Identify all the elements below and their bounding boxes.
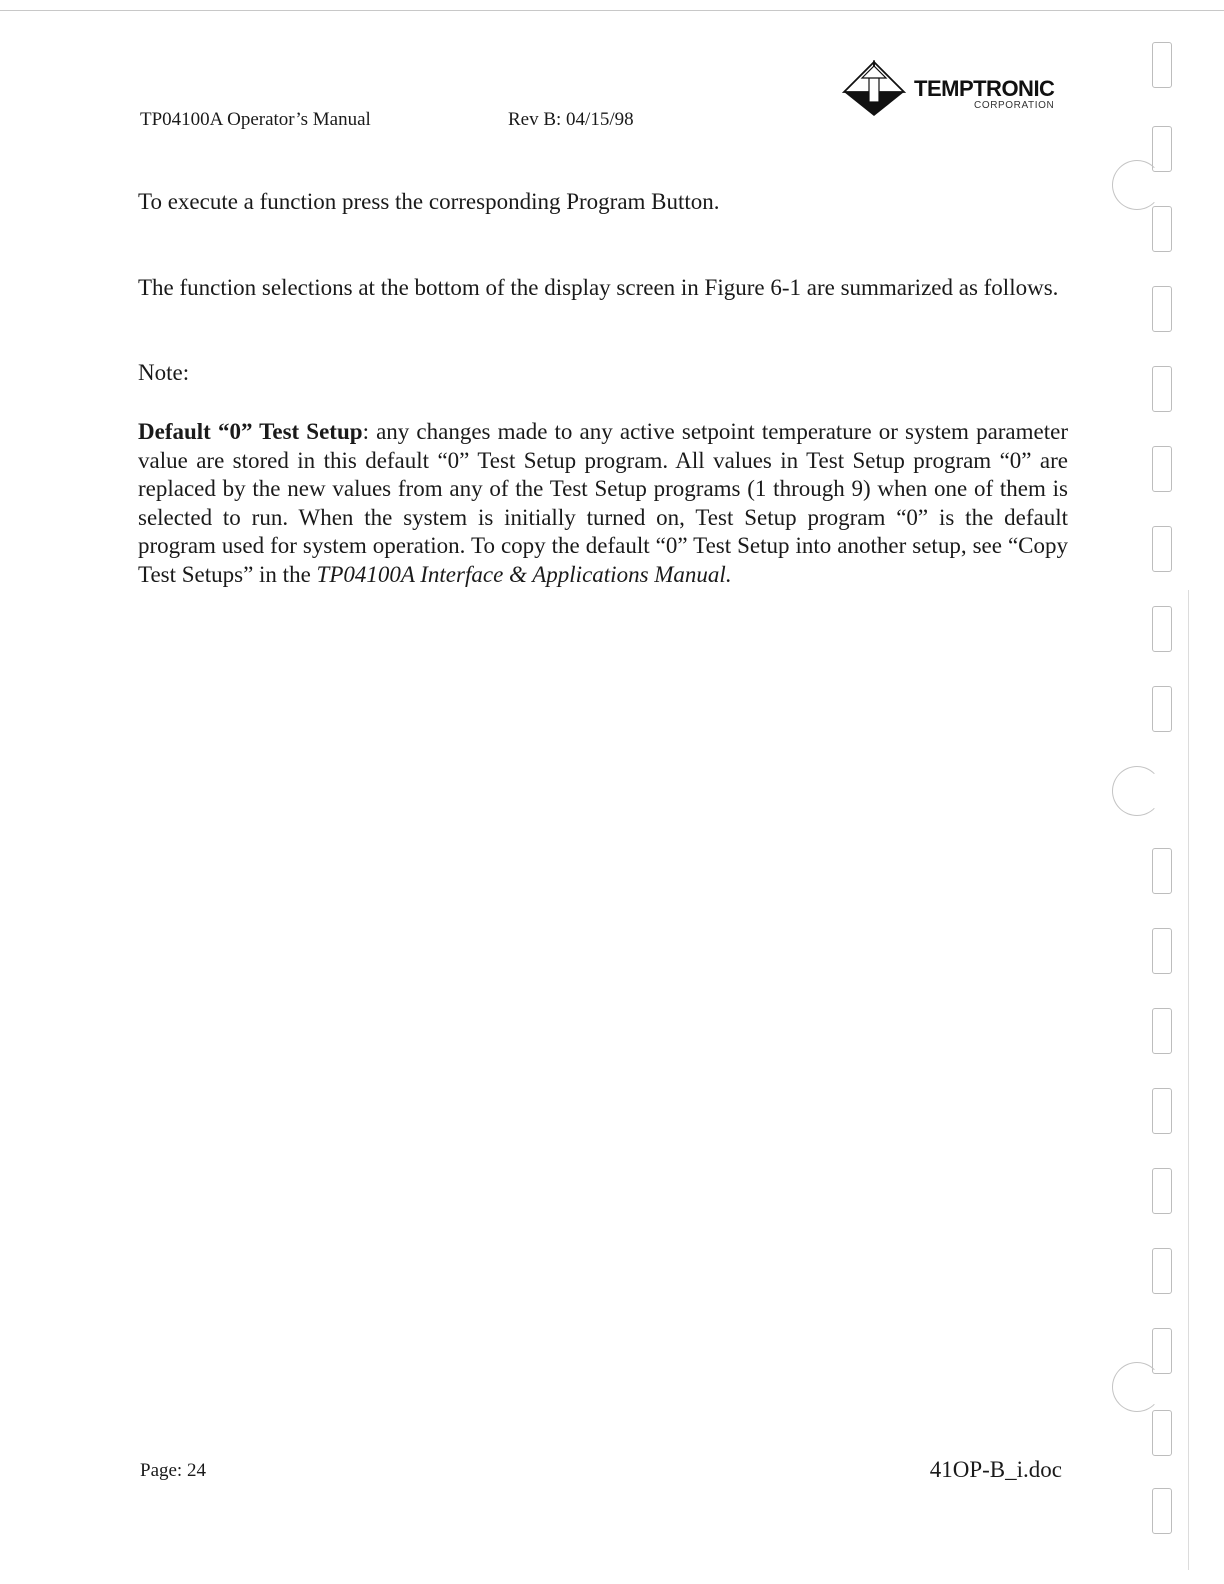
binder-slot [1152,928,1172,974]
intro-paragraph: To execute a function press the corresponding Program Button. [138,189,720,214]
note-text-1: : any changes made to any active setpoint temperature or system parameter value are stored in this default “0” Test Setup program. All values in Test Setup program “0” are replaced by the new values from any of the Test Setup programs (1 through 9) when one of them is selected to run. When the system is initially turned on, Test Setup program “0” is the default program used for system operation. To copy the default “0” Test Setup into another setup, see “Copy Test Setups” in the [138,419,1068,587]
binder-holes [1100,30,1210,1580]
scan-top-rule [0,10,1224,11]
binder-ring-hole [1112,766,1162,816]
binder-slot [1152,848,1172,894]
binder-ring-hole [1112,1362,1162,1412]
document-filename: 41OP-B_i.doc [929,1457,1062,1482]
binder-slot [1152,42,1172,88]
manual-reference: TP04100A Interface & Applications Manual. [316,561,732,587]
binder-slot [1152,1488,1172,1534]
binder-slot [1152,1328,1172,1374]
binder-slot [1152,686,1172,732]
logo-subtitle: CORPORATION [974,100,1055,111]
note-term: Default “0” Test Setup [138,419,363,444]
manual-title: TP04100A Operator’s Manual [140,109,371,130]
binder-slot [1152,1410,1172,1456]
binder-slot [1152,1248,1172,1294]
binder-slot [1152,446,1172,492]
temptronic-arrow-logo-icon [842,60,912,120]
binder-slot [1152,126,1172,172]
binder-ring-hole [1112,160,1162,210]
binder-slot [1152,206,1172,252]
binder-slot [1152,366,1172,412]
binder-slot [1152,1168,1172,1214]
note-label: Note: [138,360,190,385]
binder-slot [1152,1088,1172,1134]
company-logo [842,60,1062,120]
page-number: Page: 24 [140,1460,206,1481]
binder-edge-line [1188,590,1189,1570]
binder-slot [1152,606,1172,652]
binder-slot [1152,1008,1172,1054]
summary-paragraph: The function selections at the bottom of the display screen in Figure 6-1 are summarized as follows. [138,275,1059,300]
logo-name: TEMPTRONIC [914,76,1055,101]
note-paragraph [138,418,1068,589]
binder-slot [1152,526,1172,572]
revision-date: Rev B: 04/15/98 [508,109,634,130]
binder-slot [1152,286,1172,332]
